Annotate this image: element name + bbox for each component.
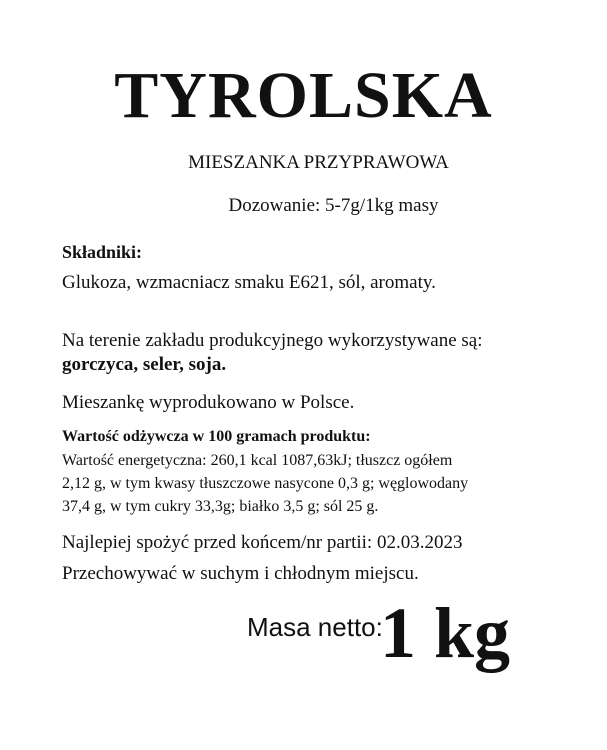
allergens-list: gorczyca, seler, soja. [62,354,227,375]
nutrition-line: 37,4 g, w tym cukry 33,3g; białko 3,5 g; sól 25 g. [62,498,379,515]
nutrition-heading: Wartość odżywcza w 100 gramach produktu: [62,428,371,445]
dosage: Dozowanie: 5-7g/1kg masy [228,195,439,216]
product-subtitle: MIESZANKA PRZYPRAWOWA [188,152,449,173]
ingredients-text: Glukoza, wzmacniacz smaku E621, sól, aromaty. [62,272,436,293]
nutrition-line: 2,12 g, w tym kwasy tłuszczowe nasycone 0,3 g; węglowodany [62,475,469,492]
net-mass-value: 1 kg [380,593,511,673]
product-title: TYROLSKA [114,59,493,132]
origin: Mieszankę wyprodukowano w Polsce. [62,392,355,413]
allergens-intro: Na terenie zakładu produkcyjnego wykorzystywane są: [62,330,483,351]
storage-info: Przechowywać w suchym i chłodnym miejscu. [62,563,419,584]
ingredients-heading: Składniki: [62,242,143,262]
net-mass-label: Masa netto: [247,612,383,642]
nutrition-line: Wartość energetyczna: 260,1 kcal 1087,63kJ; tłuszcz ogółem [62,452,453,469]
best-before: Najlepiej spożyć przed końcem/nr partii: 02.03.2023 [62,532,463,553]
